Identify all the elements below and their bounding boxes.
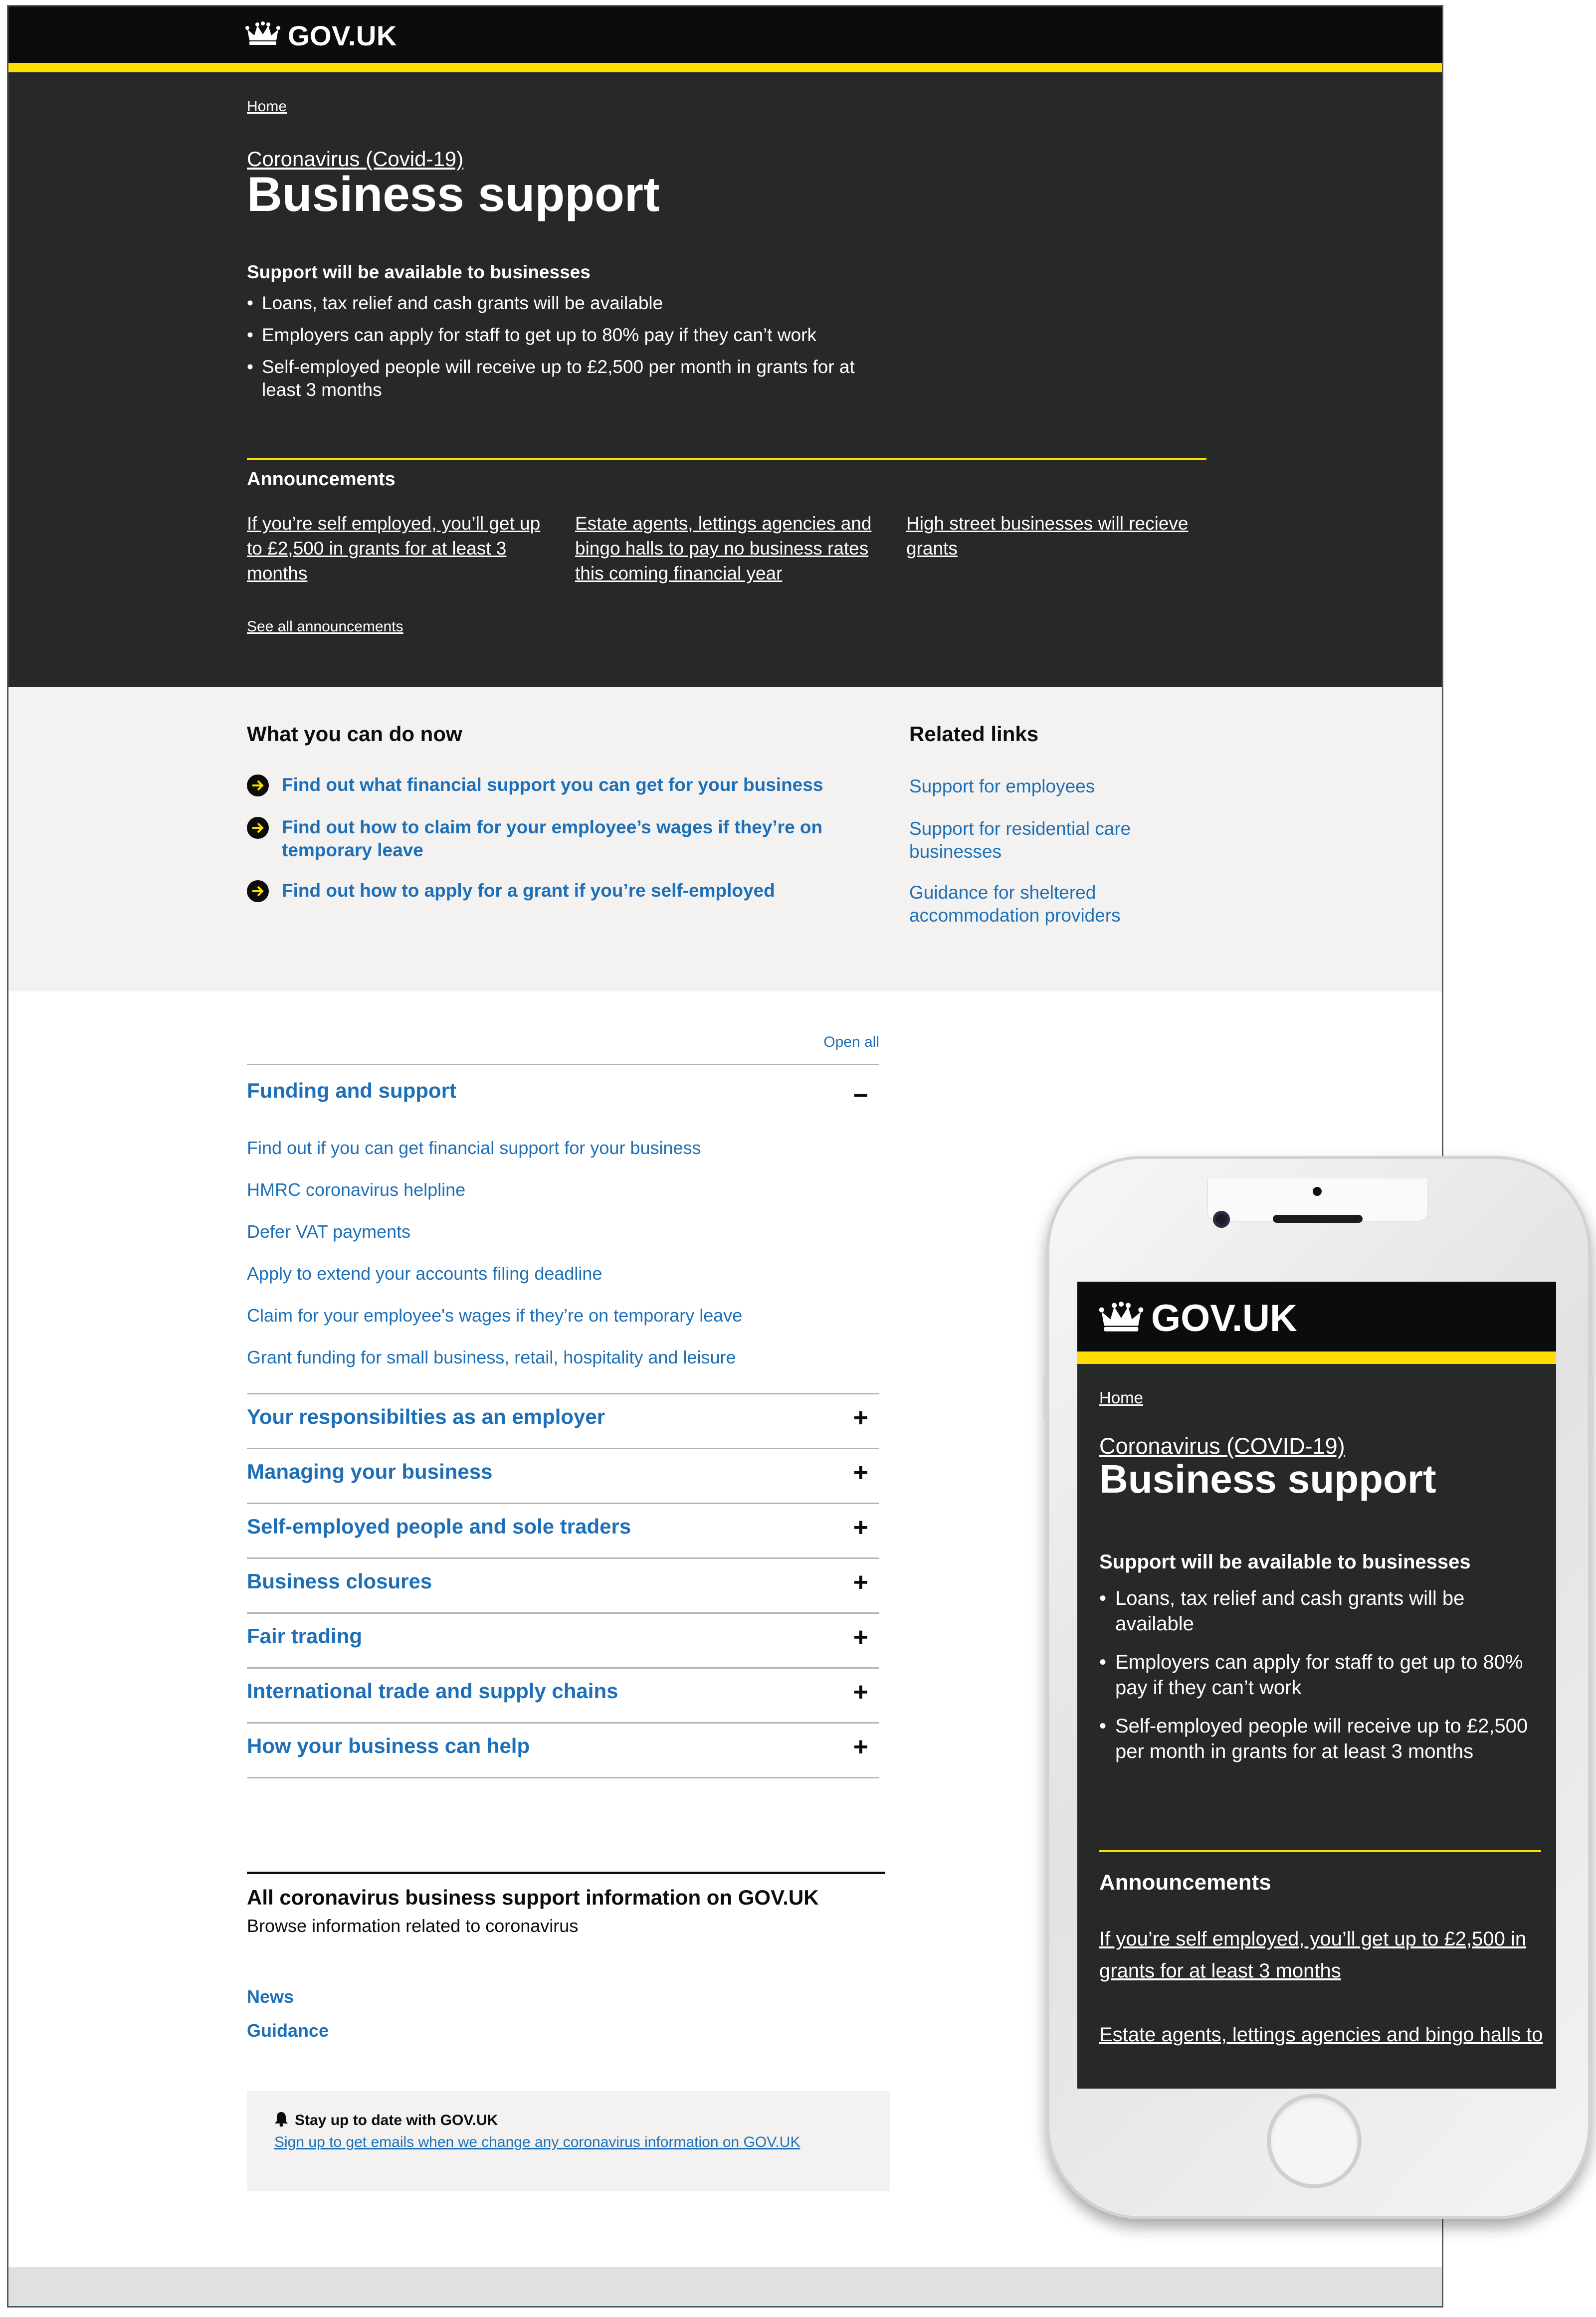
open-all-button[interactable]: Open all (823, 1034, 879, 1050)
mobile-intro-bullet: • Self-employed people will receive up to £2,500 per month in grants for at least 3 months (1099, 1714, 1528, 1764)
accordion-sub-link[interactable]: Find out if you can get financial support for your business (247, 1138, 701, 1158)
footer-strip (8, 2267, 1442, 2306)
minus-icon[interactable]: − (853, 1081, 868, 1110)
accordion-section-title[interactable]: Fair trading (247, 1624, 363, 1648)
announcement-link[interactable]: If you’re self employed, you’ll get up to £2,500 in grants for at least 3 months (247, 513, 541, 583)
accordion-rule (247, 1393, 879, 1394)
accordion-sub-link[interactable]: HMRC coronavirus helpline (247, 1179, 466, 1200)
header-accent-bar (8, 63, 1442, 72)
accordion-section-title[interactable]: International trade and supply chains (247, 1679, 618, 1703)
arrow-right-icon (247, 880, 269, 902)
mobile-breadcrumb-home[interactable]: Home (1099, 1388, 1144, 1407)
mobile-announcement-link[interactable]: Estate agents, lettings agencies and bingo halls to (1099, 2024, 1543, 2046)
accordion-sub-link[interactable]: Claim for your employee's wages if they’re on temporary leave (247, 1305, 743, 1326)
plus-icon[interactable]: + (853, 1623, 868, 1652)
mobile-page-title: Business support (1099, 1457, 1436, 1501)
plus-icon[interactable]: + (853, 1513, 868, 1542)
phone-screen (1077, 1282, 1556, 2089)
phone-speaker (1273, 1215, 1363, 1223)
accordion-top-rule (247, 1064, 879, 1065)
page-title: Business support (247, 167, 660, 221)
mobile-intro-bullet: • Loans, tax relief and cash grants will be available (1099, 1586, 1528, 1637)
action-link[interactable]: Find out how to claim for your employee’s wages if they’re on temporary leave (282, 817, 823, 860)
intro-bullet: • Employers can apply for staff to get up to 80% pay if they can’t work (247, 324, 885, 347)
phone-home-button[interactable] (1267, 2094, 1362, 2188)
all-info-link-news[interactable]: News (247, 1986, 294, 2007)
accordion-section-title[interactable]: Self-employed people and sole traders (247, 1515, 631, 1538)
announcements-heading: Announcements (247, 469, 396, 490)
bell-icon (274, 2111, 288, 2127)
accordion-rule (247, 1503, 879, 1504)
accordion-rule (247, 1667, 879, 1669)
phone-mockup (1046, 1156, 1591, 2219)
accordion-sub-link[interactable]: Apply to extend your accounts filing deadline (247, 1263, 602, 1284)
subscribe-link[interactable]: Sign up to get emails when we change any coronavirus information on GOV.UK (274, 2134, 800, 2150)
accordion-section[interactable] (247, 1503, 879, 1557)
what-you-can-do-section (8, 687, 1442, 991)
intro-bullet: • Self-employed people will receive up to £2,500 per month in grants for at least 3 months (247, 356, 885, 401)
plus-icon[interactable]: + (853, 1403, 868, 1432)
all-info-description: Browse information related to coronavirus (247, 1916, 579, 1936)
accordion-section[interactable] (247, 1393, 879, 1448)
related-link[interactable]: Support for employees (909, 776, 1095, 796)
accordion-section-title[interactable]: How your business can help (247, 1734, 530, 1757)
announcement-link[interactable]: High street businesses will recieve grants (906, 513, 1189, 559)
what-you-can-do-heading: What you can do now (247, 722, 462, 746)
related-link[interactable]: Support for residential care businesses (909, 818, 1131, 862)
mobile-intro-heading: Support will be available to businesses (1099, 1551, 1471, 1573)
accordion-section-title[interactable]: Managing your business (247, 1460, 493, 1483)
subscribe-title: Stay up to date with GOV.UK (295, 2112, 498, 2128)
govuk-header (8, 6, 1442, 63)
accordion-sub-link[interactable]: Defer VAT payments (247, 1221, 411, 1242)
related-link[interactable]: Guidance for sheltered accommodation providers (909, 882, 1121, 926)
plus-icon[interactable]: + (853, 1678, 868, 1707)
phone-side-button (1043, 1375, 1047, 1420)
mobile-page-caption-link[interactable]: Coronavirus (COVID-19) (1099, 1433, 1345, 1459)
see-all-announcements-link[interactable]: See all announcements (247, 618, 403, 635)
announcements-divider (247, 458, 1206, 460)
intro-heading: Support will be available to businesses (247, 262, 591, 282)
breadcrumb-home[interactable]: Home (247, 98, 287, 115)
mobile-intro-bullet: • Employers can apply for staff to get up to 80% pay if they can’t work (1099, 1650, 1528, 1701)
accordion-section[interactable] (247, 1557, 879, 1612)
all-info-link-guidance[interactable]: Guidance (247, 2020, 329, 2041)
mobile-govuk-header (1077, 1282, 1556, 1352)
mobile-announcement-link[interactable]: If you’re self employed, you’ll get up to £2,500 in grants for at least 3 months (1099, 1928, 1527, 1982)
mobile-govuk-logo[interactable]: GOV.UK (1151, 1297, 1297, 1340)
crown-icon (1098, 1302, 1144, 1335)
all-info-rule (247, 1872, 885, 1874)
accordion-section[interactable] (247, 1612, 879, 1667)
plus-icon[interactable]: + (853, 1458, 868, 1487)
accordion-rule (247, 1612, 879, 1614)
accordion-rule (247, 1448, 879, 1449)
accordion-sub-link[interactable]: Grant funding for small business, retail, hospitality and leisure (247, 1347, 736, 1367)
announcement-link[interactable]: Estate agents, lettings agencies and bingo halls to pay no business rates this coming financial year (575, 513, 872, 583)
mobile-announcements-divider (1099, 1850, 1541, 1852)
accordion-section[interactable] (247, 1448, 879, 1503)
subscribe-panel (247, 2091, 890, 2191)
arrow-right-icon (247, 817, 269, 839)
action-link[interactable]: Find out what financial support you can get for your business (282, 774, 823, 795)
plus-icon[interactable]: + (853, 1733, 868, 1761)
phone-camera (1213, 1211, 1230, 1228)
action-link[interactable]: Find out how to apply for a grant if you’re self-employed (282, 880, 775, 901)
phone-sensor (1313, 1187, 1322, 1196)
accordion-section-title[interactable]: Funding and support (247, 1079, 456, 1102)
intro-bullet-list (247, 292, 885, 410)
phone-side-button (1590, 1375, 1594, 1450)
mobile-announcements-heading: Announcements (1099, 1870, 1271, 1895)
crown-icon (245, 21, 280, 47)
mobile-header-accent-bar (1077, 1352, 1556, 1364)
accordion-section[interactable] (247, 1722, 879, 1778)
accordion-section-title[interactable]: Your responsibilties as an employer (247, 1405, 605, 1428)
related-links-heading: Related links (909, 722, 1039, 746)
mobile-intro-bullet-list (1099, 1586, 1528, 1777)
accordion-rule (247, 1722, 879, 1724)
intro-bullet: • Loans, tax relief and cash grants will be available (247, 292, 885, 315)
accordion-rule (247, 1777, 879, 1778)
hero-section (8, 72, 1442, 687)
accordion-rule (247, 1557, 879, 1559)
govuk-logo[interactable]: GOV.UK (288, 20, 397, 51)
arrow-right-icon (247, 774, 269, 796)
accordion-section[interactable] (247, 1667, 879, 1722)
accordion-section-title[interactable]: Business closures (247, 1569, 432, 1593)
plus-icon[interactable]: + (853, 1568, 868, 1597)
all-info-title: All coronavirus business support information on GOV.UK (247, 1886, 819, 1909)
page-caption-link[interactable]: Coronavirus (Covid-19) (247, 147, 464, 171)
